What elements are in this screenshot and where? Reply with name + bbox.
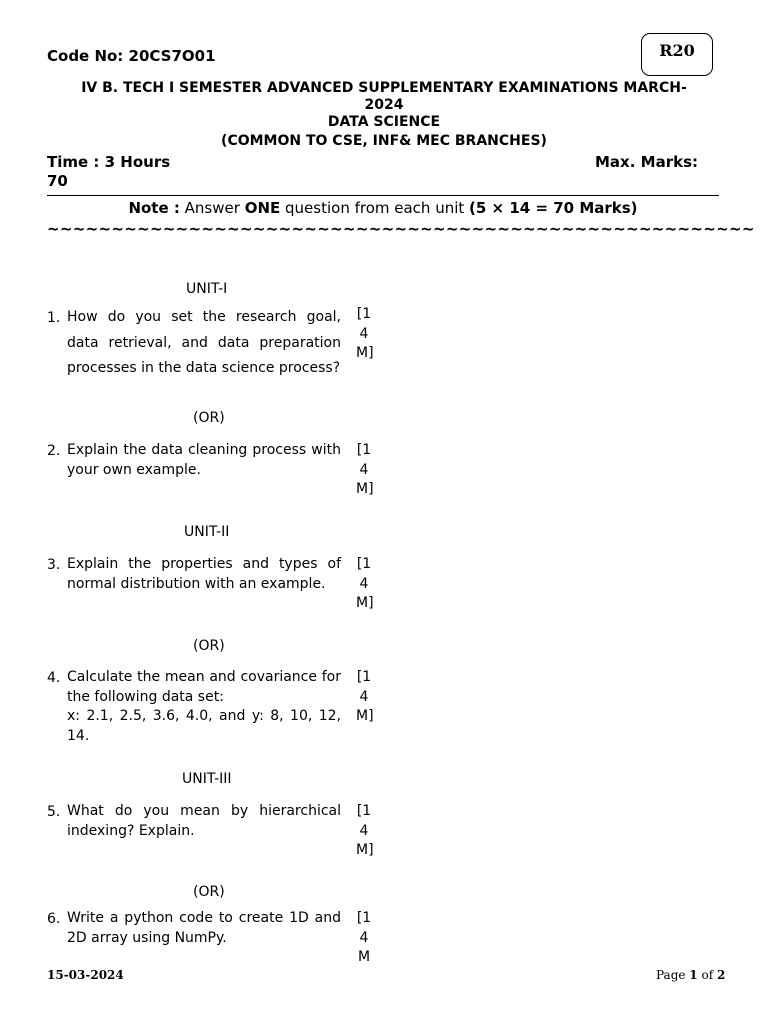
question-number: 4. <box>47 670 61 686</box>
question-number: 3. <box>47 557 61 573</box>
exam-code: Code No: 20CS7O01 <box>47 47 216 65</box>
question-marks: [14M] <box>356 669 374 724</box>
question-text: Write a python code to create 1D and 2D array using NumPy. <box>67 910 341 946</box>
question-marks: [14M] <box>356 442 374 497</box>
page-indicator <box>656 968 725 982</box>
exam-name-line-2: 2024 <box>364 97 404 113</box>
branches-line: (COMMON TO CSE, INF& MEC BRANCHES) <box>221 133 547 149</box>
exam-time: Time : 3 Hours <box>47 153 171 171</box>
question-text: How do you set the research goal, data retrieval, and data preparation processes in the data science process? <box>67 309 341 377</box>
note-label: Note : <box>128 199 180 217</box>
exam-name-line-1: IV B. TECH I SEMESTER ADVANCED SUPPLEMENTARY EXAMINATIONS MARCH- <box>81 80 687 96</box>
page-number: 1 <box>689 968 698 982</box>
question-text: Explain the properties and types of normal distribution with an example. <box>67 556 341 592</box>
or-separator: (OR) <box>193 410 225 426</box>
header-divider <box>47 195 719 196</box>
question-marks: [14M] <box>356 306 374 361</box>
question-text <box>67 668 341 746</box>
max-marks-label: Max. Marks: <box>595 153 698 171</box>
page-total: 2 <box>716 968 726 982</box>
instruction-note <box>47 199 719 217</box>
question-marks: [14M] <box>356 803 374 858</box>
question-text: Explain the data cleaning process with your own example. <box>67 442 341 478</box>
page-label: Page <box>656 968 690 982</box>
max-marks-value: 70 <box>47 172 68 190</box>
question-text: What do you mean by hierarchical indexing? Explain. <box>67 803 341 839</box>
exam-title-block <box>38 80 730 150</box>
question-number: 1. <box>47 310 61 326</box>
question-marks: [14M <box>356 910 372 965</box>
or-separator: (OR) <box>193 884 225 900</box>
unit-heading-3: UNIT-III <box>182 771 232 787</box>
regulation-badge: R20 <box>641 33 713 76</box>
question-number: 5. <box>47 804 61 820</box>
page-of: of <box>697 968 717 982</box>
note-emphasis: ONE <box>244 199 281 217</box>
note-marks: (5 × 14 = 70 Marks) <box>469 199 638 217</box>
unit-heading-1: UNIT-I <box>186 281 228 297</box>
note-text-2: question from each unit <box>280 199 470 217</box>
question-data-line: x: 2.1, 2.5, 3.6, 4.0, and y: 8, 10, 12, 14. <box>67 708 341 744</box>
unit-heading-2: UNIT-II <box>184 524 230 540</box>
question-number: 2. <box>47 443 61 459</box>
question-number: 6. <box>47 911 61 927</box>
subject-name: DATA SCIENCE <box>327 114 441 130</box>
footer-date: 15-03-2024 <box>47 968 124 982</box>
question-text-line: Calculate the mean and covariance for the following data set: <box>67 669 341 705</box>
tilde-separator: ~~~~~~~~~~~~~~~~~~~~~~~~~~~~~~~~~~~~~~~~~~~~~~~~~~~~~~~ <box>47 220 755 238</box>
or-separator: (OR) <box>193 638 225 654</box>
note-text-1: Answer <box>179 199 245 217</box>
question-marks: [14M] <box>356 556 374 611</box>
